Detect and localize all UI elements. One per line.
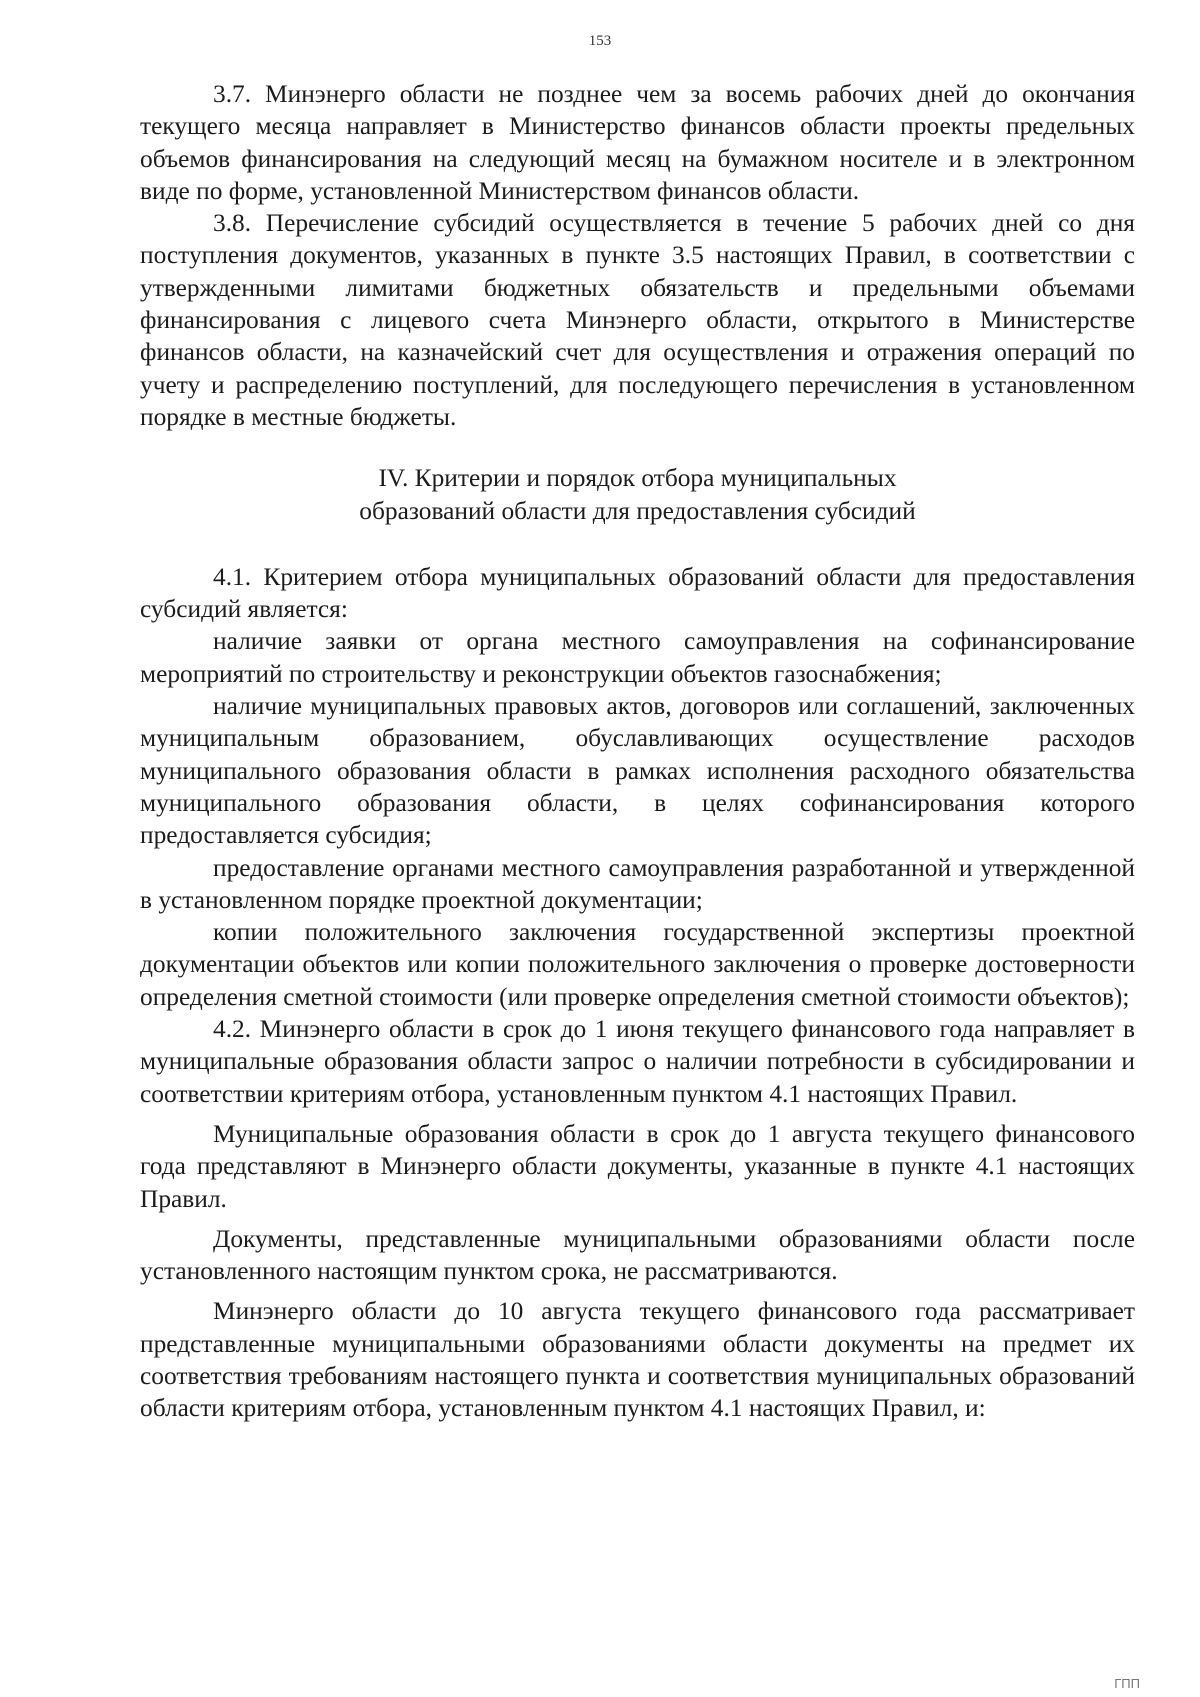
criterion-item-2: наличие муниципальных правовых актов, договоров или соглашений, заключенных муниципальным образованием, обуславливающих осуществление расходов муниципального образования области в рамках исполнения расходного обязательства муниципального образования области, в целях софинансирования которого предоставляется субсидия; bbox=[140, 692, 1135, 850]
criterion-item-1: наличие заявки от органа местного самоуправления на софинансирование мероприятий по строительству и реконструкции объектов газоснабжения; bbox=[140, 627, 1135, 688]
paragraph-4-1: 4.1. Критерием отбора муниципальных образований области для предоставления субсидий является: bbox=[140, 562, 1135, 624]
paragraph-review: Минэнерго области до 10 августа текущего финансового года рассматривает представленные муниципальными образованиями области документы на предмет их соответствия требованиям настоящего пункта и соответствия муниципальных образований области критериям отбора, установленным пунктом 4.1 настоящих Правил, и: bbox=[140, 1297, 1135, 1423]
section-heading-line-2: образований области для предоставления субсидий bbox=[359, 496, 916, 525]
document-body bbox=[140, 78, 1135, 1425]
criterion-item-3: предоставление органами местного самоуправления разработанной и утвержденной в установленном порядке проектной документации; bbox=[140, 853, 1135, 914]
paragraph-3-7: 3.7. Минэнерго области не позднее чем за восемь рабочих дней до окончания текущего месяца направляет в Министерство финансов области проекты предельных объемов финансирования на следующий месяц на бумажном носителе и в электронном виде по форме, установленной Министерством финансов области. bbox=[140, 80, 1135, 205]
paragraph-submission-deadline: Муниципальные образования области в срок до 1 августа текущего финансового года представляют в Минэнерго области документы, указанные в пункте 4.1 настоящих Правил. bbox=[140, 1119, 1135, 1213]
criterion-item-4: копии положительного заключения государственной экспертизы проектной документации объектов или копии положительного заключения о проверке достоверности определения сметной стоимости (или проверке определения сметной стоимости объектов); bbox=[140, 918, 1135, 1011]
section-heading bbox=[140, 462, 1135, 527]
corner-mark: ГПП bbox=[1114, 1676, 1140, 1691]
section-heading-line-1: IV. Критерии и порядок отбора муниципальных bbox=[378, 464, 897, 493]
paragraph-4-2: 4.2. Минэнерго области в срок до 1 июня текущего финансового года направляет в муниципальные образования области запрос о наличии потребности в субсидировании и соответствии критериям отбора, установленным пунктом 4.1 настоящих Правил. bbox=[140, 1015, 1135, 1108]
paragraph-late-documents: Документы, представленные муниципальными образованиями области после установленного настоящим пунктом срока, не рассматриваются. bbox=[140, 1224, 1135, 1286]
paragraph-3-8: 3.8. Перечисление субсидий осуществляется в течение 5 рабочих дней со дня поступления документов, указанных в пункте 3.5 настоящих Правил, в соответствии с утвержденными лимитами бюджетных обязательств и предельными объемами финансирования с лицевого счета Минэнерго области, открытого в Министерстве финансов области, на казначейский счет для осуществления и отражения операций по учету и распределению поступлений, для последующего перечисления в установленном порядке в местные бюджеты. bbox=[140, 209, 1135, 431]
page-number: 153 bbox=[588, 33, 612, 49]
